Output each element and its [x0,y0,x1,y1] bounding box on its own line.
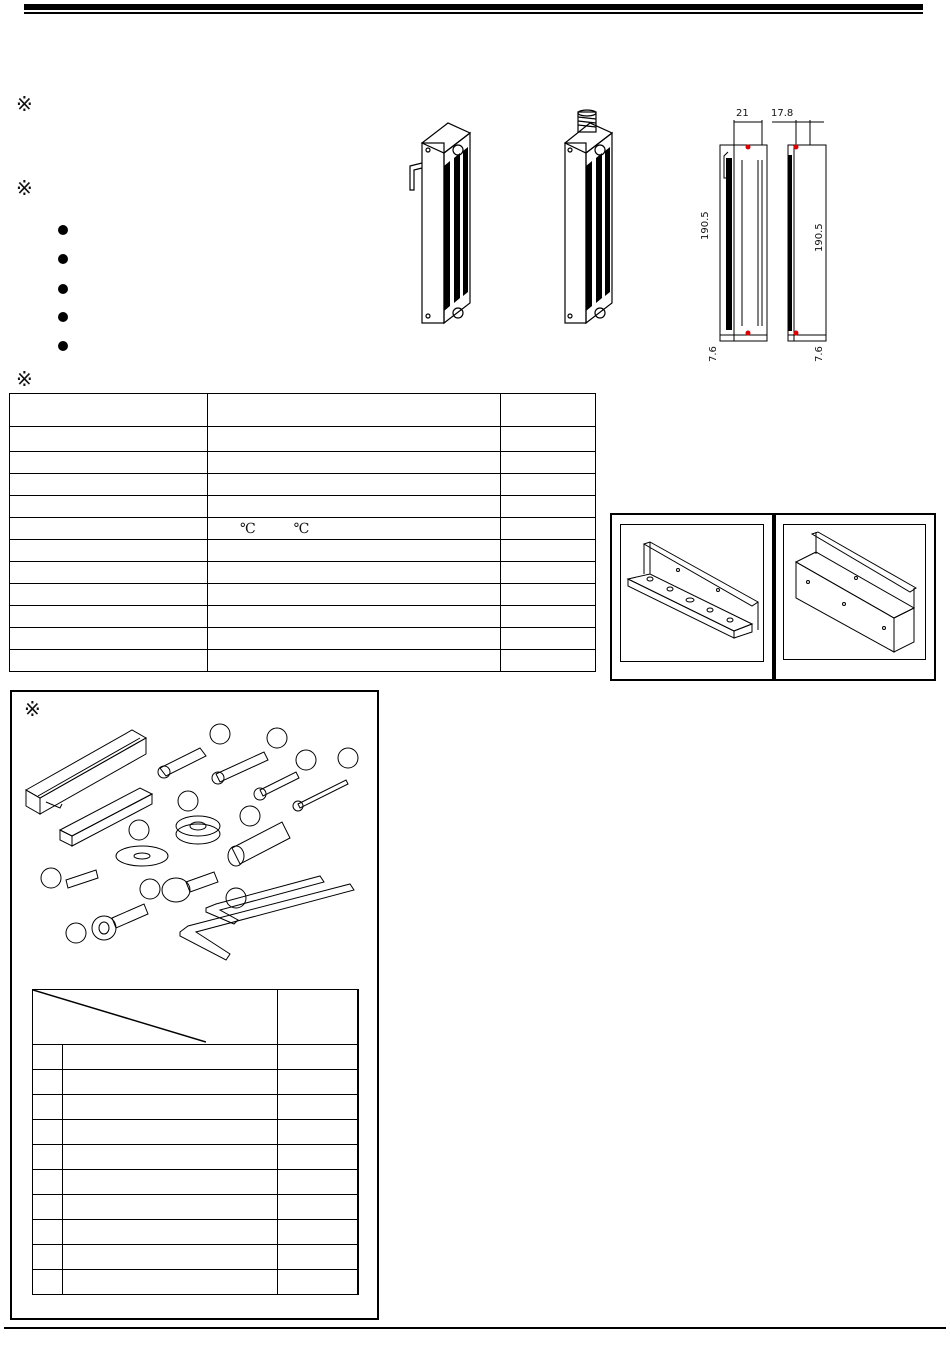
dim-height-left: 190.5 [700,211,711,240]
z-bracket-icon [786,530,926,655]
dim-offset-right: 7.6 [814,346,825,362]
l-bracket-icon [622,534,762,654]
dim-width-left: 21 [736,108,749,119]
dim-height-right: 190.5 [814,223,825,252]
bullet-dot-icon [58,254,68,264]
section-mark-highlights: ※ [16,176,33,200]
parts-table [32,989,359,1295]
top-rule-thin [24,12,923,14]
bullet-dot-icon [58,341,68,351]
top-rule [24,4,923,10]
bottom-rule [4,1327,946,1329]
section-mark-specs: ※ [16,367,33,391]
header-diagonal [33,990,206,1044]
mounting-parts-icon [20,718,365,973]
bullet-dot-icon [58,225,68,235]
magnetic-lock-icon [400,108,630,333]
temp-unit-1: ℃ [240,520,256,537]
temp-unit-2: ℃ [293,520,310,537]
section-mark-parts: ※ [24,697,41,721]
section-mark-features: ※ [16,92,33,116]
bullet-dot-icon [58,312,68,322]
dim-width-right: 17.8 [771,108,794,119]
dim-offset-left: 7.6 [708,346,719,362]
spec-table [9,393,596,672]
bullet-dot-icon [58,284,68,294]
